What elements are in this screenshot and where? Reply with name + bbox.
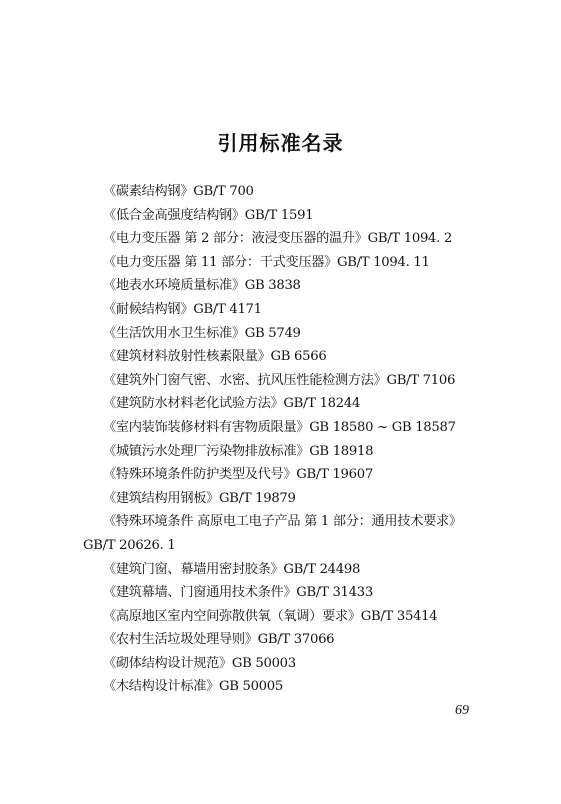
list-item (83, 628, 503, 652)
reference-list (83, 180, 503, 699)
list-item (83, 274, 503, 298)
list-item (83, 510, 503, 557)
reference-text: 《城镇污水处理厂污染物排放标准》GB 18918 (103, 443, 374, 459)
reference-text: 《建筑结构用钢板》GB/T 19879 (103, 490, 296, 506)
list-item (83, 487, 503, 511)
list-item (83, 652, 503, 676)
reference-text: 《木结构设计标准》GB 50005 (103, 679, 283, 695)
reference-text: 《室内装饰装修材料有害物质限量》GB 18580 ~ GB 18587 (103, 419, 456, 435)
list-item (83, 416, 503, 440)
reference-text: 《砌体结构设计规范》GB 50003 (103, 655, 296, 671)
page-title: 引用标准名录 (217, 131, 344, 155)
list-item (83, 345, 503, 369)
reference-text: 《高原地区室内空间弥散供氧（氧调）要求》GB/T 35414 (103, 608, 438, 624)
list-item (83, 322, 503, 346)
reference-text: 《特殊环境条件 高原电工电子产品 第 1 部分：通用技术要求》 (103, 514, 462, 530)
list-item (83, 392, 503, 416)
reference-text: 《建筑材料放射性核素限量》GB 6566 (103, 349, 327, 365)
list-item (83, 204, 503, 228)
page-number: 69 (455, 703, 469, 718)
list-item (83, 227, 503, 251)
list-item (83, 605, 503, 629)
list-item (83, 251, 503, 275)
reference-code: GB/T 20626. 1 (83, 537, 176, 553)
list-item (83, 298, 503, 322)
list-item (83, 558, 503, 582)
reference-text: 《建筑防水材料老化试验方法》GB/T 18244 (103, 396, 361, 412)
reference-text: 《碳素结构钢》GB/T 700 (103, 184, 254, 199)
list-item (83, 180, 503, 204)
reference-text: 《特殊环境条件防护类型及代号》GB/T 19607 (103, 467, 373, 483)
reference-text: 《建筑门窗、幕墙用密封胶条》GB/T 24498 (103, 561, 361, 577)
reference-text: 《建筑外门窗气密、水密、抗风压性能检测方法》GB/T 7106 (103, 372, 456, 388)
list-item (83, 581, 503, 605)
reference-text: 《低合金高强度结构钢》GB/T 1591 (103, 207, 314, 223)
reference-text: 《地表水环境质量标准》GB 3838 (103, 278, 301, 294)
reference-text: 《耐候结构钢》GB/T 4171 (103, 301, 262, 317)
list-item (83, 675, 503, 699)
reference-text: 《电力变压器 第 11 部分：干式变压器》GB/T 1094. 11 (103, 254, 430, 270)
list-item (83, 440, 503, 464)
reference-text: 《电力变压器 第 2 部分：液浸变压器的温升》GB/T 1094. 2 (103, 231, 453, 247)
reference-text: 《建筑幕墙、门窗通用技术条件》GB/T 31433 (103, 585, 373, 601)
reference-text: 《生活饮用水卫生标准》GB 5749 (103, 325, 301, 341)
list-item (83, 369, 503, 393)
list-item (83, 463, 503, 487)
reference-text: 《农村生活垃圾处理导则》GB/T 37066 (103, 632, 335, 648)
